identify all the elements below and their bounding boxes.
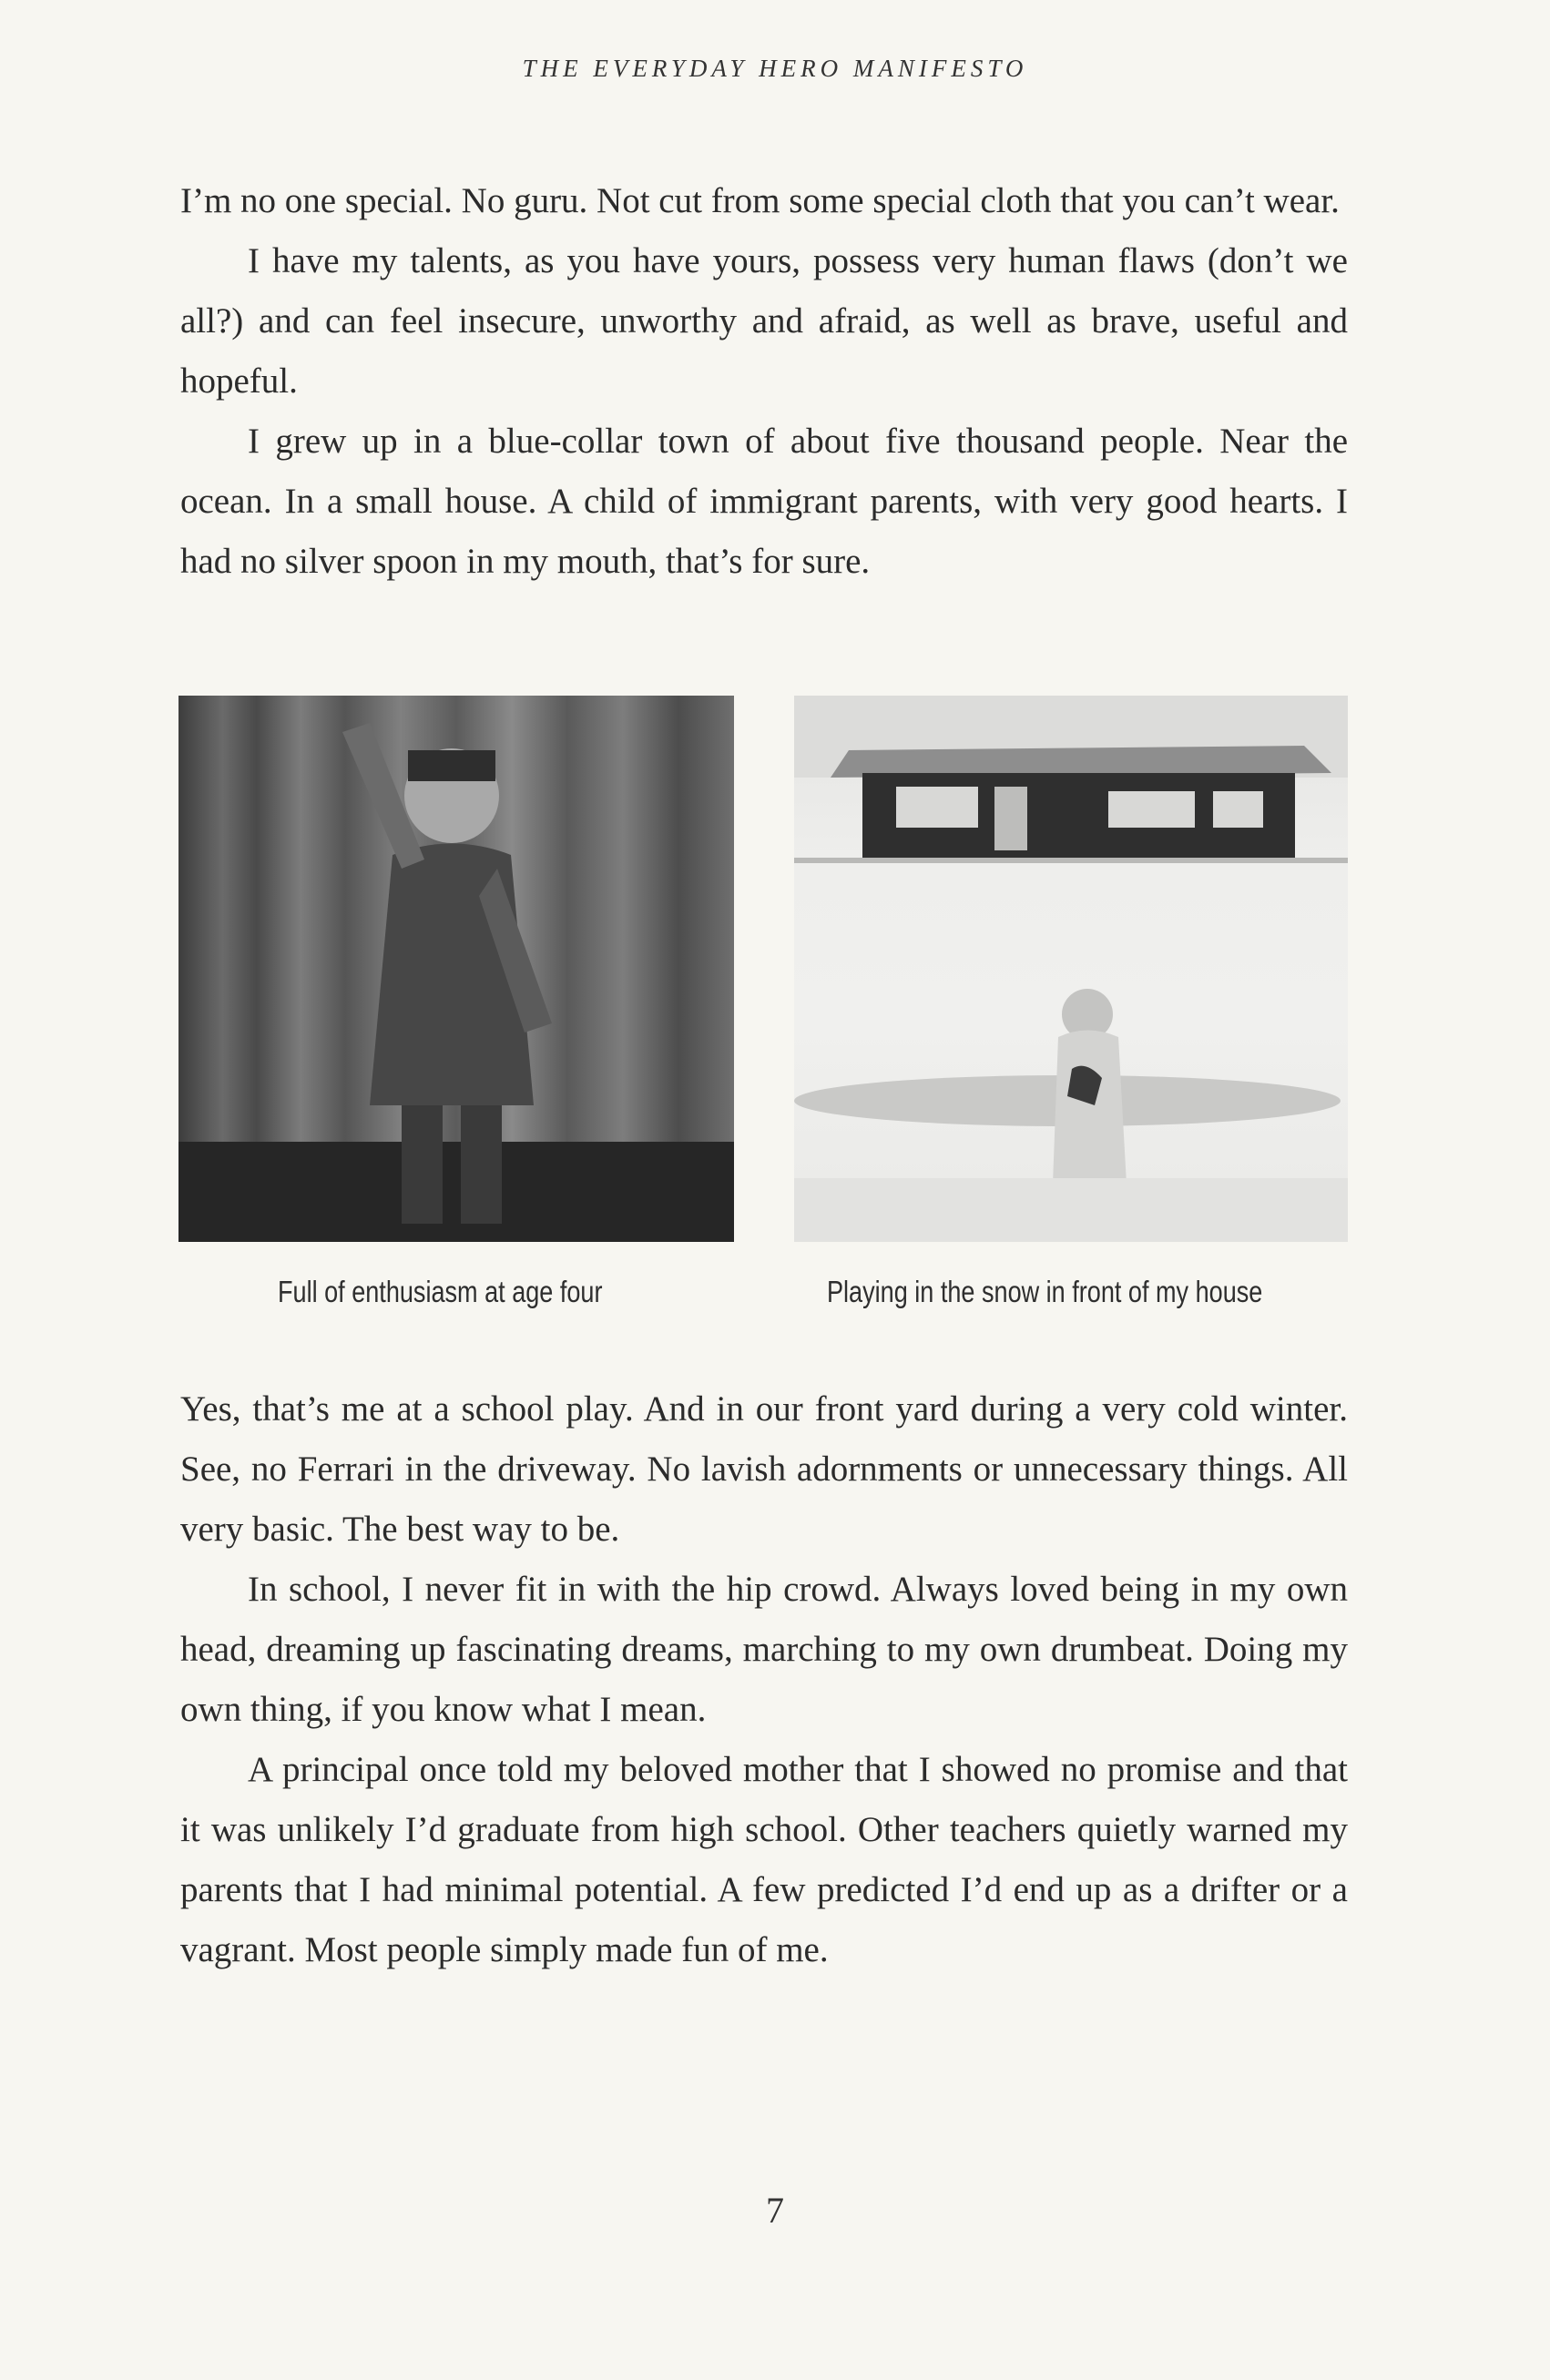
- running-head: THE EVERYDAY HERO MANIFESTO: [522, 55, 1028, 82]
- paragraph: I grew up in a blue-collar town of about five thousand people. Near the ocean. In a small house. A child of immigrant parents, with very good hearts. I had no silver spoon in my mouth, that’s for sure.: [180, 422, 1348, 581]
- photo-house-in-snow: [794, 696, 1348, 1242]
- text-block-top: [180, 171, 1348, 592]
- child-figure: [315, 723, 588, 1233]
- photo-child-school-play: [178, 696, 734, 1242]
- text-block-bottom: [180, 1379, 1348, 1980]
- photo-caption-left: Full of enthusiasm at age four: [278, 1275, 603, 1308]
- page-number: 7: [766, 2190, 784, 2231]
- paragraph: A principal once told my beloved mother that I showed no promise and that it was unlikely I’d graduate from high school. Other teachers quietly warned my parents that I had minimal potential. A few predicted I’d end up as a drifter or a vagrant. Most people simply made fun of me.: [180, 1750, 1348, 1969]
- snow-scene: [794, 696, 1348, 1242]
- paragraph: I’m no one special. No guru. Not cut from some special cloth that you can’t wear.: [180, 181, 1340, 220]
- paragraph: In school, I never fit in with the hip crowd. Always loved being in my own head, dreaming up fascinating dreams, marching to my own drumbeat. Doing my own thing, if you know what I mean.: [180, 1570, 1348, 1729]
- paragraph: Yes, that’s me at a school play. And in our front yard during a very cold winter. See, no Ferrari in the driveway. No lavish adornments or unnecessary things. All very basic. The best way to be.: [180, 1389, 1348, 1549]
- photo-caption-right: Playing in the snow in front of my house: [827, 1275, 1263, 1308]
- paragraph: I have my talents, as you have yours, possess very human flaws (don’t we all?) and can feel insecure, unworthy and afraid, as well as brave, useful and hopeful.: [180, 241, 1348, 401]
